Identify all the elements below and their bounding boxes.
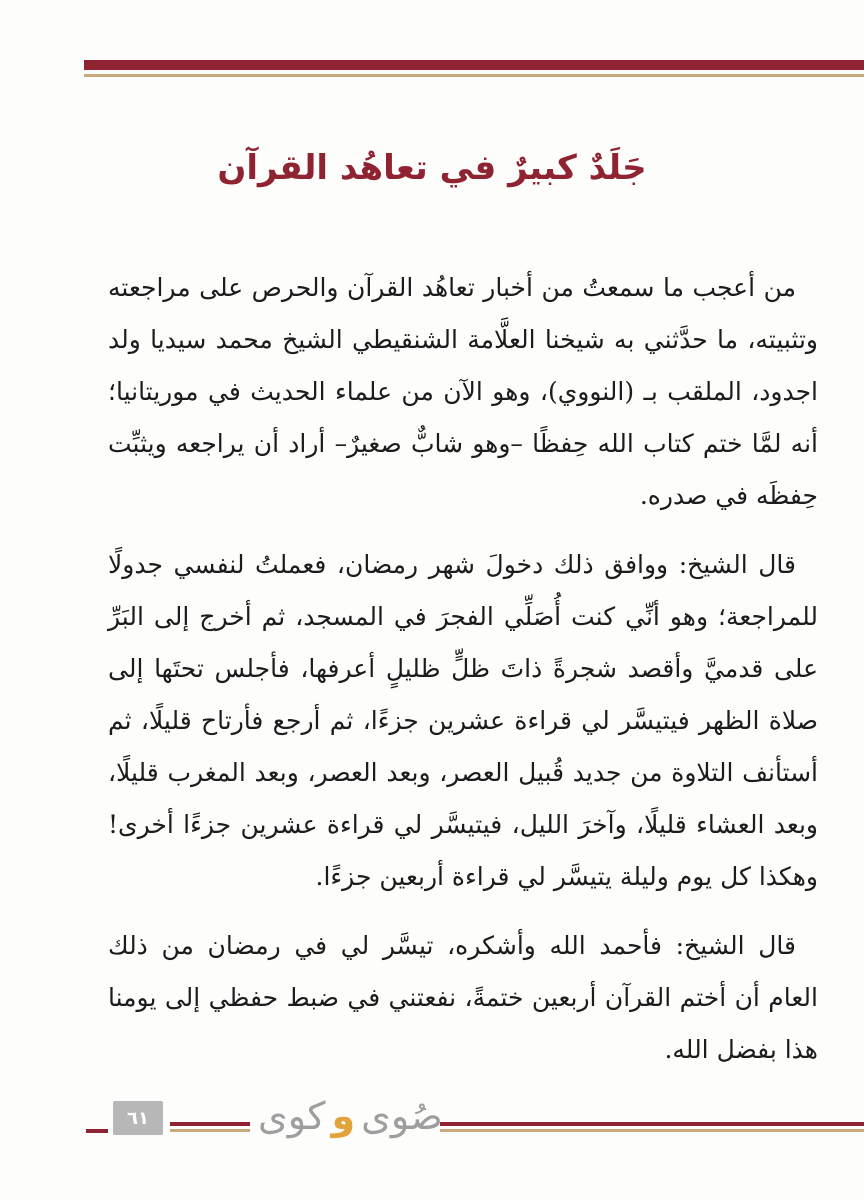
page-title: جَلَدٌ كبيرٌ في تعاهُد القرآن — [217, 148, 647, 188]
footer-rule-left — [86, 1129, 108, 1133]
logo-word-left: كوى — [258, 1094, 326, 1138]
footer-rule-right-thin — [440, 1129, 864, 1132]
header-rule-thin — [84, 74, 864, 77]
paragraph-3: قال الشيخ: فأحمد الله وأشكره، تيسَّر لي في رمضان من ذلك العام أن أختم القرآن أربعين ختمةً، نفعتني في ضبط حفظي إلى يومنا هذا بفضل الله. — [108, 931, 818, 1064]
header-rule-thick — [84, 60, 864, 70]
article-body — [108, 262, 818, 1093]
publisher-logo — [258, 1092, 443, 1140]
page-number-text: ٦١ — [127, 1107, 149, 1129]
paragraph-1: من أعجب ما سمعتُ من أخبار تعاهُد القرآن والحرص على مراجعته وتثبيته، ما حدَّثني به شيخنا العلَّامة الشنقيطي الشيخ محمد سيديا ولد اجدود، الملقب بـ (النووي)، وهو الآن من علماء الحديث في موريتانيا؛ أنه لمَّا ختم كتاب الله حِفظًا –وهو شابٌّ صغيرٌ– أراد أن يراجعه ويثبِّت حِفظَه في صدره. — [108, 273, 818, 510]
footer-rule-mid — [170, 1122, 250, 1126]
logo-word-right: صُوى — [361, 1094, 443, 1138]
header-rule — [84, 60, 864, 77]
footer-rule-mid-thin — [170, 1129, 250, 1132]
paragraph-2: قال الشيخ: ووافق ذلك دخولَ شهر رمضان، فعملتُ لنفسي جدولًا للمراجعة؛ وهو أنِّي كنت أُصَلِّي الفجرَ في المسجد، ثم أخرج إلى البَرِّ على قدميَّ وأقصد شجرةً ذاتَ ظلٍّ ظليلٍ أعرفها، فأجلس تحتَها إلى صلاة الظهر فيتيسَّر لي قراءة عشرين جزءًا، ثم أرجع فأرتاح قليلًا، ثم أستأنف التلاوة من جديد قُبيل العصر، وبعد العصر، وبعد المغرب قليلًا، وبعد العشاء قليلًا، وآخرَ الليل، فيتيسَّر لي قراءة عشرين جزءًا أخرى! وهكذا كل يوم وليلة يتيسَّر لي قراءة أربعين جزءًا. — [108, 550, 818, 891]
footer-rule-right — [440, 1122, 864, 1126]
page-number — [113, 1101, 163, 1135]
logo-amp: و — [331, 1094, 356, 1138]
